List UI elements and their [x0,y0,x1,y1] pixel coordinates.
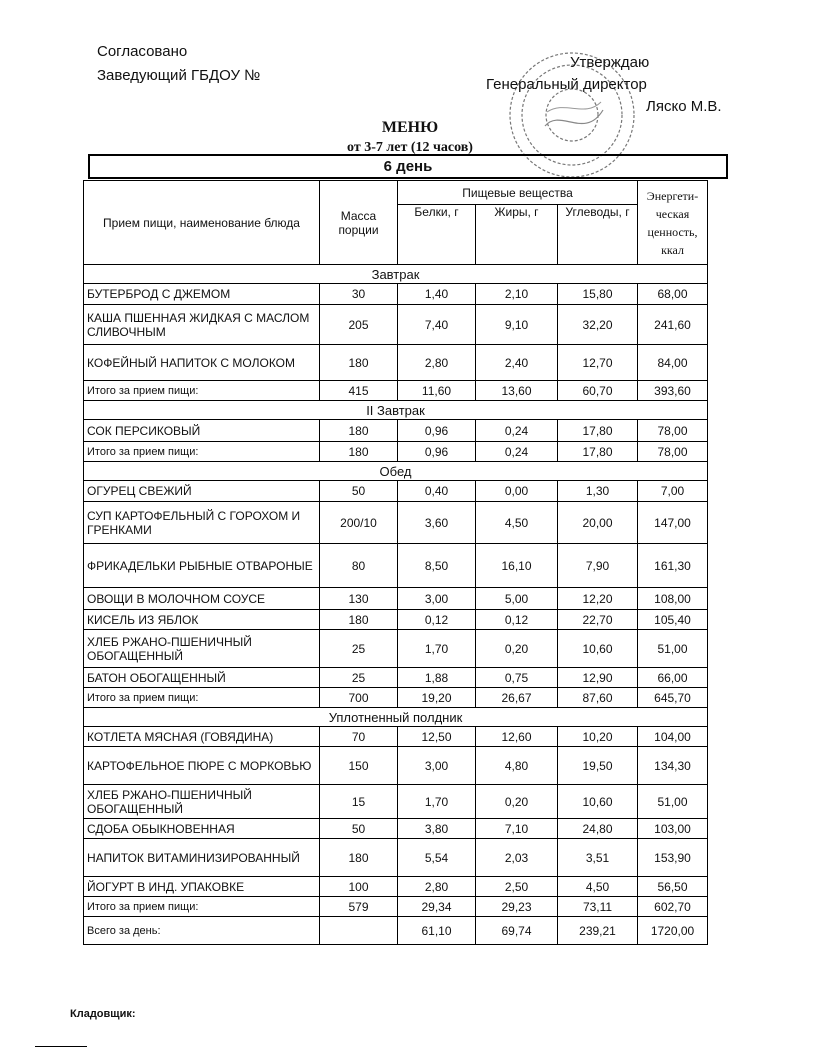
dish-name: ХЛЕБ РЖАНО-ПШЕНИЧНЫЙ ОБОГАЩЕННЫЙ [84,630,320,668]
total-carbs: 17,80 [558,442,638,462]
dish-name: ЙОГУРТ В ИНД. УПАКОВКЕ [84,877,320,897]
dish-mass: 25 [320,668,398,688]
dish-protein: 3,00 [398,588,476,610]
dish-fat: 2,10 [476,284,558,305]
signature-line [35,1046,87,1047]
dish-energy: 51,00 [638,630,708,668]
dish-name: НАПИТОК ВИТАМИНИЗИРОВАННЫЙ [84,839,320,877]
dish-protein: 1,88 [398,668,476,688]
section-row [84,401,708,420]
section-title: Завтрак [84,265,708,284]
total-fat: 0,24 [476,442,558,462]
dish-fat: 0,20 [476,630,558,668]
menu-title: МЕНЮ [381,119,439,136]
total-mass: 700 [320,688,398,708]
dish-carbs: 12,20 [558,588,638,610]
dish-name: КАРТОФЕЛЬНОЕ ПЮРЕ С МОРКОВЬЮ [84,747,320,785]
dish-fat: 5,00 [476,588,558,610]
section-title: II Завтрак [84,401,708,420]
total-carbs: 60,70 [558,381,638,401]
table-row [84,544,708,588]
table-row [84,588,708,610]
dish-protein: 2,80 [398,877,476,897]
dish-carbs: 1,30 [558,481,638,502]
dish-name: КОФЕЙНЫЙ НАПИТОК С МОЛОКОМ [84,345,320,381]
dish-energy: 161,30 [638,544,708,588]
dish-carbs: 15,80 [558,284,638,305]
dish-carbs: 10,60 [558,630,638,668]
col-fat-header: Жиры, г [476,205,558,265]
dish-carbs: 12,70 [558,345,638,381]
dish-fat: 4,50 [476,502,558,544]
dish-energy: 153,90 [638,839,708,877]
dish-protein: 3,80 [398,819,476,839]
dish-mass: 30 [320,284,398,305]
section-title: Уплотненный полдник [84,708,708,727]
section-row [84,708,708,727]
dish-name: ОВОЩИ В МОЛОЧНОМ СОУСЕ [84,588,320,610]
col-energy-header: Энергети-ческая ценность, ккал [638,181,708,265]
col-nutrients-header: Пищевые вещества [398,181,638,205]
dish-fat: 2,40 [476,345,558,381]
dish-protein: 1,70 [398,785,476,819]
dish-energy: 56,50 [638,877,708,897]
col-carbs-header: Углеводы, г [558,205,638,265]
dish-protein: 0,12 [398,610,476,630]
dish-carbs: 10,60 [558,785,638,819]
table-row [84,877,708,897]
total-mass: 415 [320,381,398,401]
dish-protein: 2,80 [398,345,476,381]
table-row [84,839,708,877]
dish-fat: 2,50 [476,877,558,897]
table-row [84,610,708,630]
dish-name: ХЛЕБ РЖАНО-ПШЕНИЧНЫЙ ОБОГАЩЕННЫЙ [84,785,320,819]
dish-fat: 0,20 [476,785,558,819]
total-energy: 78,00 [638,442,708,462]
dish-protein: 3,00 [398,747,476,785]
table-row [84,481,708,502]
dish-fat: 4,80 [476,747,558,785]
confirm-label: Утверждаю [570,54,650,71]
table-row [84,420,708,442]
dish-protein: 0,40 [398,481,476,502]
dish-carbs: 20,00 [558,502,638,544]
grand-total-carbs: 239,21 [558,917,638,945]
dish-carbs: 32,20 [558,305,638,345]
approval-block [97,40,260,88]
dish-protein: 7,40 [398,305,476,345]
total-protein: 19,20 [398,688,476,708]
dish-mass: 50 [320,819,398,839]
dish-fat: 16,10 [476,544,558,588]
dish-carbs: 3,51 [558,839,638,877]
table-row [84,284,708,305]
dish-mass: 70 [320,727,398,747]
confirmation-block [470,52,730,118]
dish-mass: 100 [320,877,398,897]
dish-energy: 68,00 [638,284,708,305]
col-protein-header: Белки, г [398,205,476,265]
dish-name: БАТОН ОБОГАЩЕННЫЙ [84,668,320,688]
total-label: Итого за прием пищи: [84,897,320,917]
dish-name: ОГУРЕЦ СВЕЖИЙ [84,481,320,502]
dish-energy: 147,00 [638,502,708,544]
total-energy: 645,70 [638,688,708,708]
table-row [84,502,708,544]
grand-total-mass [320,917,398,945]
total-energy: 393,60 [638,381,708,401]
dish-protein: 1,40 [398,284,476,305]
dish-mass: 25 [320,630,398,668]
dish-carbs: 22,70 [558,610,638,630]
total-label: Итого за прием пищи: [84,381,320,401]
dish-protein: 5,54 [398,839,476,877]
dish-mass: 15 [320,785,398,819]
dish-name: КИСЕЛЬ ИЗ ЯБЛОК [84,610,320,630]
dish-protein: 3,60 [398,502,476,544]
grand-total-label: Всего за день: [84,917,320,945]
total-row [84,381,708,401]
total-carbs: 87,60 [558,688,638,708]
dish-carbs: 12,90 [558,668,638,688]
dish-mass: 200/10 [320,502,398,544]
dish-protein: 1,70 [398,630,476,668]
director-title: Генеральный директор [486,76,647,93]
dish-protein: 8,50 [398,544,476,588]
dish-carbs: 10,20 [558,727,638,747]
dish-fat: 0,12 [476,610,558,630]
dish-name: БУТЕРБРОД С ДЖЕМОМ [84,284,320,305]
grand-total-protein: 61,10 [398,917,476,945]
approved-by-label: Заведующий ГБДОУ № [97,67,261,84]
dish-mass: 150 [320,747,398,785]
dish-mass: 180 [320,610,398,630]
col-mass-header: Масса порции [320,181,398,265]
dish-energy: 7,00 [638,481,708,502]
dish-name: КАША ПШЕННАЯ ЖИДКАЯ С МАСЛОМ СЛИВОЧНЫМ [84,305,320,345]
table-row [84,630,708,668]
total-mass: 180 [320,442,398,462]
section-row [84,265,708,284]
dish-fat: 12,60 [476,727,558,747]
dish-fat: 7,10 [476,819,558,839]
dish-energy: 66,00 [638,668,708,688]
total-fat: 26,67 [476,688,558,708]
age-subtitle: от 3-7 лет (12 часов) [347,140,473,155]
dish-name: СОК ПЕРСИКОВЫЙ [84,420,320,442]
dish-fat: 2,03 [476,839,558,877]
dish-protein: 0,96 [398,420,476,442]
dish-carbs: 24,80 [558,819,638,839]
dish-mass: 180 [320,420,398,442]
dish-energy: 103,00 [638,819,708,839]
dish-mass: 80 [320,544,398,588]
dish-mass: 205 [320,305,398,345]
director-name: Ляско М.В. [646,98,722,115]
dish-energy: 105,40 [638,610,708,630]
table-row [84,668,708,688]
table-row [84,305,708,345]
dish-energy: 51,00 [638,785,708,819]
dish-mass: 50 [320,481,398,502]
dish-energy: 78,00 [638,420,708,442]
dish-carbs: 4,50 [558,877,638,897]
dish-carbs: 17,80 [558,420,638,442]
dish-name: КОТЛЕТА МЯСНАЯ (ГОВЯДИНА) [84,727,320,747]
dish-carbs: 19,50 [558,747,638,785]
dish-energy: 108,00 [638,588,708,610]
total-row [84,897,708,917]
table-row [84,819,708,839]
menu-table [83,180,708,945]
document-title [250,118,570,158]
dish-energy: 241,60 [638,305,708,345]
table-row [84,345,708,381]
grand-total-row [84,917,708,945]
total-fat: 13,60 [476,381,558,401]
dish-fat: 9,10 [476,305,558,345]
total-protein: 11,60 [398,381,476,401]
dish-mass: 130 [320,588,398,610]
total-label: Итого за прием пищи: [84,688,320,708]
table-row [84,747,708,785]
dish-mass: 180 [320,345,398,381]
dish-energy: 134,30 [638,747,708,785]
grand-total-energy: 1720,00 [638,917,708,945]
dish-name: ФРИКАДЕЛЬКИ РЫБНЫЕ ОТВАРОНЫЕ [84,544,320,588]
total-energy: 602,70 [638,897,708,917]
dish-fat: 0,75 [476,668,558,688]
section-row [84,462,708,481]
dish-name: СУП КАРТОФЕЛЬНЫЙ С ГОРОХОМ И ГРЕНКАМИ [84,502,320,544]
menu-body [84,265,708,945]
total-row [84,442,708,462]
dish-energy: 84,00 [638,345,708,381]
total-mass: 579 [320,897,398,917]
table-row [84,727,708,747]
storekeeper-label: Кладовщик: [70,1008,136,1020]
dish-name: СДОБА ОБЫКНОВЕННАЯ [84,819,320,839]
table-row [84,785,708,819]
dish-fat: 0,00 [476,481,558,502]
dish-protein: 12,50 [398,727,476,747]
day-label: 6 день [88,154,728,179]
total-protein: 0,96 [398,442,476,462]
total-protein: 29,34 [398,897,476,917]
approved-label: Согласовано [97,43,188,60]
col-meal-header: Прием пищи, наименование блюда [84,181,320,265]
dish-fat: 0,24 [476,420,558,442]
total-carbs: 73,11 [558,897,638,917]
dish-carbs: 7,90 [558,544,638,588]
section-title: Обед [84,462,708,481]
grand-total-fat: 69,74 [476,917,558,945]
dish-energy: 104,00 [638,727,708,747]
dish-mass: 180 [320,839,398,877]
total-row [84,688,708,708]
total-fat: 29,23 [476,897,558,917]
total-label: Итого за прием пищи: [84,442,320,462]
